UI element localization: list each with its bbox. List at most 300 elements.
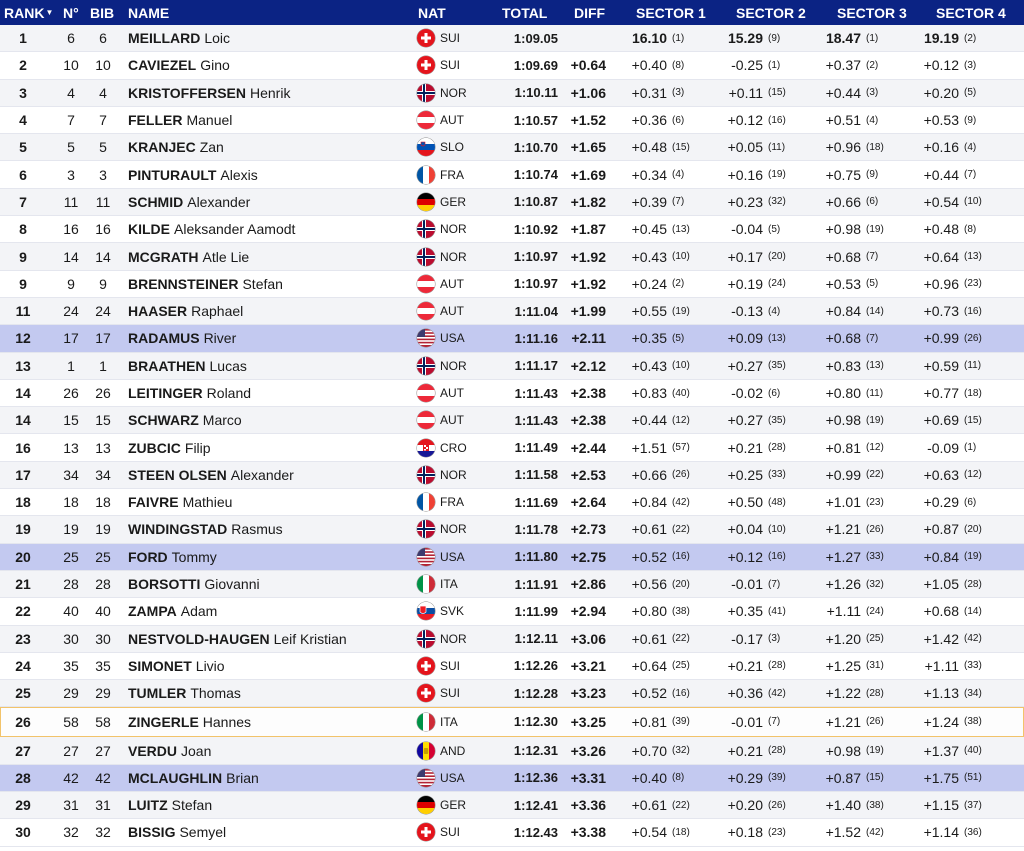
nation-code: SUI (440, 658, 461, 673)
flag-sui-icon (417, 657, 435, 675)
table-row[interactable] (0, 516, 1024, 543)
sector-4-time: +0.53 (923, 112, 959, 129)
athlete-name[interactable] (128, 462, 294, 488)
sector-3-cell (820, 434, 888, 460)
number-cell: 7 (67, 112, 75, 129)
sector-4-time: +0.64 (923, 248, 959, 265)
nation-cell (417, 243, 467, 269)
header-rank[interactable]: RANK▼ (4, 5, 54, 21)
athlete-lastname: BORSOTTI (128, 576, 201, 593)
flag-aut-icon (417, 411, 435, 429)
sector-3-rank: (9) (866, 169, 879, 181)
total-time: 1:12.30 (513, 714, 558, 730)
table-row[interactable] (0, 25, 1024, 52)
header-sector-3[interactable]: SECTOR 3 (837, 5, 907, 21)
sector-4-time: +0.48 (923, 221, 959, 238)
athlete-name[interactable] (128, 434, 211, 460)
athlete-firstname: Gino (200, 57, 230, 74)
sector-1-rank: (5) (672, 332, 685, 344)
athlete-name[interactable] (128, 107, 232, 133)
nation-cell (417, 765, 465, 791)
table-row[interactable] (0, 407, 1024, 434)
athlete-lastname: KRANJEC (128, 139, 196, 156)
table-row[interactable] (0, 544, 1024, 571)
table-row[interactable] (0, 737, 1024, 764)
sector-2-cell (722, 765, 790, 791)
total-time: 1:10.74 (513, 167, 558, 183)
athlete-name[interactable] (128, 52, 230, 78)
athlete-name[interactable] (128, 25, 230, 51)
sector-4-rank: (51) (964, 772, 982, 784)
nation-cell (417, 626, 467, 652)
sector-2-cell (722, 571, 790, 597)
athlete-lastname: LEITINGER (128, 385, 203, 401)
nation-code: ITA (440, 714, 458, 729)
sort-down-icon[interactable]: ▼ (45, 8, 54, 17)
table-row[interactable] (0, 765, 1024, 792)
sector-2-rank: (10) (768, 523, 786, 535)
athlete-name[interactable] (128, 298, 243, 324)
athlete-name[interactable] (128, 765, 259, 791)
athlete-name[interactable] (128, 271, 283, 297)
sector-3-cell (820, 353, 888, 379)
number-cell: 35 (63, 657, 79, 674)
nation-code: NOR (440, 631, 467, 646)
bib-cell: 19 (95, 521, 111, 538)
sector-3-time: +1.40 (825, 797, 861, 814)
flag-sui-icon (417, 29, 435, 47)
athlete-lastname: RADAMUS (128, 330, 200, 347)
athlete-name[interactable] (128, 707, 251, 736)
flag-fra-icon (417, 493, 435, 511)
athlete-firstname: Mathieu (182, 494, 233, 511)
flag-nor-icon (417, 84, 435, 102)
rank-cell: 27 (15, 742, 31, 759)
table-row[interactable] (0, 80, 1024, 107)
sector-1-cell (626, 107, 694, 133)
header-total[interactable]: TOTAL (502, 5, 548, 21)
sector-3-time: +0.98 (825, 412, 861, 429)
sector-2-time: +0.35 (727, 603, 763, 620)
table-row[interactable] (0, 489, 1024, 516)
sector-4-rank: (13) (964, 251, 982, 263)
bib-cell: 3 (99, 166, 107, 183)
athlete-firstname: Rasmus (231, 521, 283, 538)
sector-2-time: +0.29 (727, 769, 763, 786)
sector-2-cell (722, 107, 790, 133)
sector-3-cell (820, 271, 888, 297)
sector-4-time: +1.05 (923, 576, 959, 593)
total-time: 1:12.28 (513, 685, 558, 701)
rank-cell: 6 (19, 166, 27, 183)
sector-2-rank: (48) (768, 496, 786, 508)
table-row[interactable] (0, 52, 1024, 79)
table-row[interactable] (0, 462, 1024, 489)
sector-2-time: +0.21 (727, 742, 763, 759)
athlete-name[interactable] (128, 161, 258, 187)
athlete-name[interactable] (128, 516, 283, 542)
sector-2-rank: (23) (768, 826, 786, 838)
sector-1-cell (626, 626, 694, 652)
athlete-name[interactable] (128, 325, 236, 351)
number-cell: 27 (63, 742, 79, 759)
flag-sui-icon (417, 56, 435, 74)
sector-4-time: +1.24 (923, 713, 959, 730)
athlete-name[interactable] (128, 243, 249, 269)
sector-3-time: +0.68 (825, 248, 861, 265)
sector-1-cell (626, 25, 694, 51)
athlete-name[interactable] (128, 380, 251, 406)
diff-time: +1.65 (570, 139, 606, 156)
athlete-lastname: CAVIEZEL (128, 57, 197, 74)
nation-cell (417, 407, 464, 433)
sector-2-rank: (28) (768, 660, 786, 672)
sector-2-time: +0.05 (727, 139, 763, 156)
sector-4-time: +0.84 (923, 548, 959, 565)
sector-3-time: +1.52 (825, 824, 861, 841)
sector-3-cell (820, 598, 888, 624)
athlete-name[interactable] (128, 407, 242, 433)
header-nat[interactable]: NAT (418, 5, 446, 21)
rank-cell: 14 (15, 412, 31, 429)
sector-1-cell (626, 134, 694, 160)
table-row[interactable] (0, 792, 1024, 819)
sector-1-rank: (15) (672, 141, 690, 153)
table-row[interactable] (0, 707, 1024, 737)
rank-cell: 12 (15, 330, 31, 347)
athlete-lastname: TUMLER (128, 685, 187, 702)
athlete-lastname: FAIVRE (128, 494, 179, 511)
bib-cell: 6 (99, 30, 107, 47)
header-no[interactable]: N° (63, 5, 79, 21)
sector-1-rank: (13) (672, 223, 690, 235)
athlete-name[interactable] (128, 626, 347, 652)
athlete-name[interactable] (128, 571, 260, 597)
athlete-name[interactable] (128, 792, 212, 818)
table-row[interactable] (0, 161, 1024, 188)
flag-sui-icon (417, 684, 435, 702)
sector-1-cell (626, 271, 694, 297)
header-diff[interactable]: DIFF (574, 5, 606, 21)
number-cell: 3 (67, 166, 75, 183)
header-bib[interactable]: BIB (90, 5, 115, 21)
nation-cell (417, 544, 465, 570)
sector-3-rank: (15) (866, 772, 884, 784)
diff-time: +1.87 (570, 221, 606, 238)
athlete-lastname: BRENNSTEINER (128, 275, 239, 292)
sector-4-time: +0.96 (923, 275, 959, 292)
table-row[interactable] (0, 598, 1024, 625)
total-time: 1:11.04 (514, 303, 558, 319)
table-row[interactable] (0, 819, 1024, 846)
table-row[interactable] (0, 298, 1024, 325)
rank-cell: 20 (15, 548, 31, 565)
nation-cell (417, 792, 466, 818)
athlete-firstname: Alexander (230, 466, 294, 483)
results-rows (0, 25, 1024, 847)
athlete-name[interactable] (128, 189, 250, 215)
sector-1-rank: (39) (672, 716, 690, 728)
athlete-name[interactable] (128, 819, 226, 845)
athlete-name[interactable] (128, 134, 224, 160)
sector-1-cell (626, 353, 694, 379)
athlete-lastname: ZUBCIC (128, 439, 181, 456)
sector-3-time: +0.84 (825, 303, 861, 320)
sector-1-time: +0.84 (631, 494, 667, 511)
sector-2-cell (722, 243, 790, 269)
sector-1-rank: (22) (672, 633, 690, 645)
sector-4-rank: (11) (964, 360, 982, 372)
rank-cell: 4 (19, 112, 27, 129)
diff-time: +1.92 (570, 275, 606, 292)
diff-time: +1.99 (570, 303, 606, 320)
sector-4-time: +0.12 (923, 57, 959, 74)
flag-aut-icon (417, 275, 435, 293)
sector-4-time: +1.75 (923, 769, 959, 786)
sector-3-rank: (33) (866, 551, 884, 563)
header-sector-2[interactable]: SECTOR 2 (736, 5, 806, 21)
sector-2-rank: (41) (768, 605, 786, 617)
athlete-firstname: Stefan (242, 275, 283, 292)
nation-code: USA (440, 549, 465, 564)
sector-1-time: +0.61 (631, 521, 667, 538)
sector-3-time: +1.20 (825, 630, 861, 647)
sector-1-time: +0.54 (631, 824, 667, 841)
number-cell: 18 (63, 494, 79, 511)
sector-4-rank: (23) (964, 278, 982, 290)
sector-4-cell (918, 653, 986, 679)
athlete-name[interactable] (128, 216, 295, 242)
sector-1-time: +1.51 (631, 439, 667, 456)
sector-2-cell (722, 189, 790, 215)
table-row[interactable] (0, 434, 1024, 461)
sector-1-time: 16.10 (631, 30, 667, 47)
nation-cell (417, 571, 458, 597)
sector-3-cell (820, 819, 888, 845)
rank-cell: 17 (15, 466, 31, 483)
table-row[interactable] (0, 271, 1024, 298)
diff-time: +3.31 (570, 769, 606, 786)
nation-code: FRA (440, 495, 464, 510)
number-cell: 32 (63, 824, 79, 841)
sector-1-rank: (8) (672, 59, 685, 71)
sector-3-time: +1.01 (825, 494, 861, 511)
table-row[interactable] (0, 653, 1024, 680)
sector-3-rank: (22) (866, 469, 884, 481)
sector-1-cell (626, 516, 694, 542)
sector-1-time: +0.43 (631, 248, 667, 265)
nation-cell (417, 598, 464, 624)
sector-3-time: +0.75 (825, 166, 861, 183)
athlete-name[interactable] (128, 489, 232, 515)
bib-cell: 17 (95, 330, 111, 347)
sector-4-cell (918, 434, 986, 460)
total-time: 1:11.58 (514, 467, 558, 483)
sector-4-time: +0.69 (923, 412, 959, 429)
sector-2-time: +0.50 (727, 494, 763, 511)
sector-1-rank: (32) (672, 745, 690, 757)
nation-cell (417, 462, 467, 488)
athlete-name[interactable] (128, 598, 217, 624)
sector-2-rank: (35) (768, 360, 786, 372)
athlete-firstname: River (203, 330, 237, 347)
sector-1-time: +0.70 (631, 742, 667, 759)
sector-3-cell (820, 737, 888, 763)
rank-cell: 3 (19, 84, 27, 101)
total-time: 1:11.78 (514, 521, 558, 537)
nation-code: SUI (440, 31, 461, 46)
athlete-name[interactable] (128, 353, 247, 379)
bib-cell: 31 (95, 797, 111, 814)
table-row[interactable] (0, 380, 1024, 407)
sector-1-time: +0.48 (631, 139, 667, 156)
sector-2-rank: (4) (768, 305, 781, 317)
number-cell: 10 (63, 57, 79, 74)
athlete-name[interactable] (128, 680, 241, 706)
sector-1-time: +0.31 (631, 84, 667, 101)
sector-4-time: +0.87 (923, 521, 959, 538)
table-row[interactable] (0, 626, 1024, 653)
sector-1-time: +0.40 (631, 57, 667, 74)
sector-1-cell (626, 380, 694, 406)
sector-1-time: +0.35 (631, 330, 667, 347)
nation-code: NOR (440, 222, 467, 237)
sector-4-cell (918, 626, 986, 652)
flag-nor-icon (417, 220, 435, 238)
sector-3-time: +0.37 (825, 57, 861, 74)
sector-3-rank: (12) (866, 442, 884, 454)
total-time: 1:11.80 (514, 549, 558, 565)
rank-cell: 29 (15, 797, 31, 814)
rank-cell: 26 (15, 713, 31, 730)
header-sector-4[interactable]: SECTOR 4 (936, 5, 1006, 21)
athlete-name[interactable] (128, 653, 225, 679)
sector-3-time: +1.21 (825, 713, 861, 730)
diff-time: +3.26 (570, 742, 606, 759)
diff-time: +2.44 (570, 439, 606, 456)
sector-4-cell (918, 25, 986, 51)
sector-4-time: 19.19 (923, 30, 959, 47)
sector-1-time: +0.43 (631, 357, 667, 374)
flag-ita-icon (417, 575, 435, 593)
sector-2-cell (722, 52, 790, 78)
table-row[interactable] (0, 571, 1024, 598)
table-row[interactable] (0, 243, 1024, 270)
sector-4-rank: (4) (964, 141, 977, 153)
sector-2-time: +0.23 (727, 193, 763, 210)
athlete-name[interactable] (128, 80, 290, 106)
table-row[interactable] (0, 134, 1024, 161)
table-row[interactable] (0, 680, 1024, 707)
sector-2-time: +0.36 (727, 685, 763, 702)
sector-4-time: +1.11 (924, 657, 959, 674)
table-row[interactable] (0, 216, 1024, 243)
table-row[interactable] (0, 353, 1024, 380)
number-cell: 34 (63, 466, 79, 483)
diff-time: +2.38 (570, 385, 606, 401)
header-name[interactable]: NAME (128, 5, 170, 21)
table-row[interactable] (0, 189, 1024, 216)
nation-cell (417, 325, 465, 351)
sector-3-rank: (7) (866, 332, 879, 344)
sector-1-rank: (2) (672, 278, 685, 290)
athlete-firstname: Loic (204, 30, 231, 47)
sector-1-cell (626, 434, 694, 460)
sector-3-rank: (18) (866, 141, 884, 153)
athlete-lastname: ZAMPA (128, 603, 177, 620)
table-row[interactable] (0, 107, 1024, 134)
nation-cell (417, 161, 464, 187)
sector-4-rank: (20) (964, 523, 982, 535)
sector-1-time: +0.66 (631, 466, 667, 483)
sector-3-time: +0.80 (825, 385, 861, 401)
sector-1-cell (626, 680, 694, 706)
sector-4-time: +1.42 (923, 630, 959, 647)
sector-4-time: +1.37 (923, 742, 959, 759)
sector-3-cell (820, 680, 888, 706)
sector-2-cell (722, 489, 790, 515)
sector-1-time: +0.24 (631, 275, 667, 292)
sector-3-cell (820, 653, 888, 679)
nation-cell (417, 107, 464, 133)
sector-1-cell (626, 819, 694, 845)
athlete-firstname: Marco (202, 412, 242, 429)
diff-time: +3.23 (570, 685, 606, 702)
sector-1-cell (626, 571, 694, 597)
sector-3-time: +0.98 (825, 221, 861, 238)
sector-2-rank: (11) (768, 141, 786, 153)
sector-4-time: +0.77 (923, 385, 959, 401)
header-sector-1[interactable]: SECTOR 1 (636, 5, 706, 21)
sector-3-time: +0.98 (825, 742, 861, 759)
sector-4-time: +0.99 (923, 330, 959, 347)
sector-4-rank: (42) (964, 633, 982, 645)
rank-cell: 7 (19, 193, 27, 210)
number-cell: 31 (63, 797, 79, 814)
nation-cell (417, 653, 460, 679)
sector-2-cell (722, 598, 790, 624)
sector-1-rank: (10) (672, 360, 690, 372)
sector-2-rank: (35) (768, 414, 786, 426)
nation-cell (417, 271, 464, 297)
sector-4-cell (918, 462, 986, 488)
sector-4-cell (918, 325, 986, 351)
sector-2-time: +0.19 (727, 275, 763, 292)
sector-1-cell (626, 243, 694, 269)
nation-cell (417, 434, 467, 460)
sector-1-rank: (57) (672, 442, 690, 454)
athlete-firstname: Atle Lie (202, 248, 250, 265)
rank-cell: 5 (19, 139, 27, 156)
diff-time: +1.06 (570, 84, 606, 101)
athlete-name[interactable] (128, 544, 217, 570)
table-row[interactable] (0, 325, 1024, 352)
sector-3-rank: (19) (866, 223, 884, 235)
bib-cell: 4 (99, 84, 107, 101)
athlete-name[interactable] (128, 737, 211, 763)
athlete-firstname: Livio (195, 657, 225, 674)
total-time: 1:12.41 (513, 797, 558, 813)
diff-time: +1.82 (570, 193, 606, 210)
diff-time: +0.64 (570, 57, 606, 74)
bib-cell: 18 (95, 494, 111, 511)
sector-4-rank: (38) (964, 716, 982, 728)
sector-4-rank: (10) (964, 196, 982, 208)
sector-1-time: +0.61 (631, 797, 667, 814)
bib-cell: 29 (95, 685, 111, 702)
diff-time: +2.86 (570, 576, 606, 593)
sector-2-cell (722, 680, 790, 706)
